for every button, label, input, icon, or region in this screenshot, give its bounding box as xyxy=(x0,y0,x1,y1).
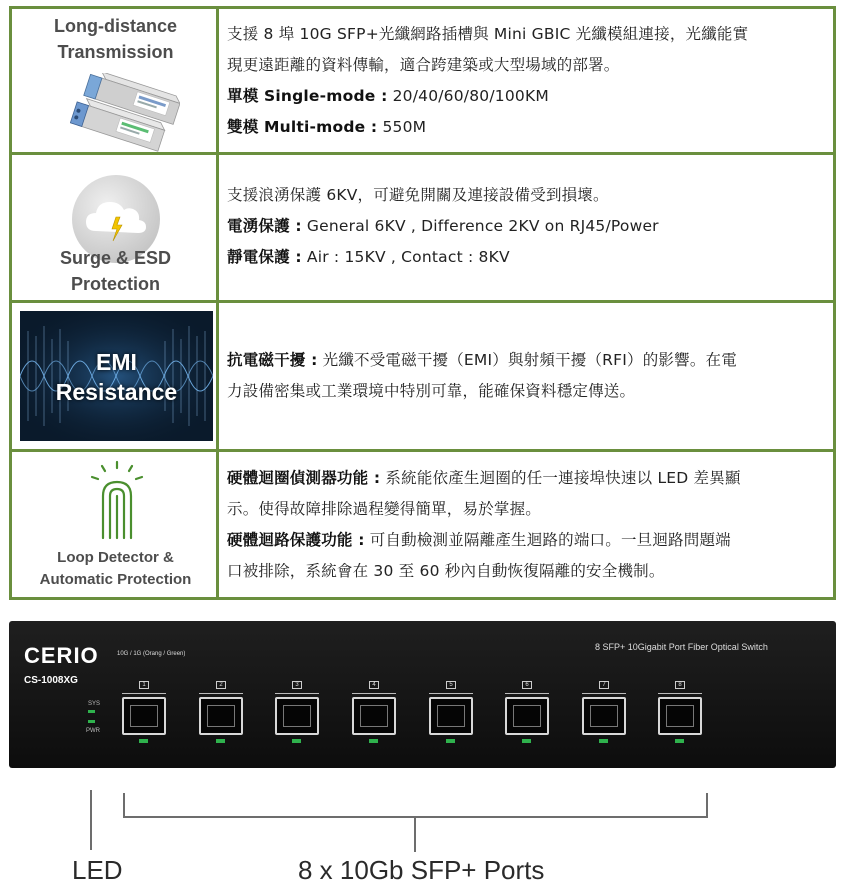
port-activity-leds xyxy=(582,693,626,696)
sys-led xyxy=(88,710,95,713)
port-led xyxy=(292,739,301,743)
led-callout-label: LED xyxy=(72,855,123,885)
feature-row-loop-detector xyxy=(12,452,833,597)
port-activity-leds xyxy=(352,693,396,696)
sfp-cage[interactable] xyxy=(505,697,549,735)
description-line: 現更遠距離的資料傳輸，適合跨建築或大型場域的部署。 xyxy=(227,55,620,74)
description-line: 雙模 Multi-mode : 550M xyxy=(227,117,427,136)
feature-table xyxy=(9,6,836,600)
ports-bracket-left xyxy=(123,793,125,818)
port-led xyxy=(446,739,455,743)
sfp-cage[interactable] xyxy=(122,697,166,735)
sfp-port-3[interactable] xyxy=(273,681,321,743)
sfp-port-4[interactable] xyxy=(350,681,398,743)
sfp-port-1[interactable] xyxy=(120,681,168,743)
pwr-label: PWR xyxy=(86,728,100,734)
feature-row-emi xyxy=(12,303,833,449)
sfp-cage[interactable] xyxy=(429,697,473,735)
feature-title: Loop Detector & Automatic Protection xyxy=(39,549,192,588)
description-line: 口被排除，系統會在 30 至 60 秒內自動恢復隔離的安全機制。 xyxy=(227,561,665,580)
description-line: 力設備密集或工業環境中特別可靠，能確保資料穩定傳送。 xyxy=(227,382,636,400)
model-number: CS-1008XG xyxy=(24,675,78,686)
sfp-cage[interactable] xyxy=(582,697,626,735)
feature-row-surge-esd xyxy=(12,155,833,300)
description-line: 電湧保護 : General 6KV , Difference 2KV on RJ45/Power xyxy=(227,217,659,235)
feature-icon-cell xyxy=(12,155,219,300)
port-led xyxy=(369,739,378,743)
description-line: 抗電磁干擾 : 光纖不受電磁干擾（EMI）與射頻干擾（RFI）的影響。在電 xyxy=(227,351,737,369)
description-line: 示。使得故障排除過程變得簡單，易於掌握。 xyxy=(227,499,542,518)
port-led xyxy=(522,739,531,743)
switch-front-panel xyxy=(9,621,836,768)
port-activity-leds xyxy=(658,693,702,696)
ports-callout-line xyxy=(414,816,416,852)
port-led xyxy=(599,739,608,743)
feature-title: Surge & ESD Protection xyxy=(59,248,172,294)
led-callout-line xyxy=(90,790,92,850)
port-number: 6 xyxy=(522,681,532,689)
feature-icon-cell xyxy=(12,303,219,449)
product-name: 8 SFP+ 10Gigabit Port Fiber Optical Switch xyxy=(595,642,768,652)
pwr-led xyxy=(88,720,95,723)
sfp-port-6[interactable] xyxy=(503,681,551,743)
feature-description xyxy=(219,303,833,449)
port-activity-leds xyxy=(275,693,319,696)
feature-description xyxy=(219,155,833,300)
description-line: 單模 Single-mode : 20/40/60/80/100KM xyxy=(227,86,549,105)
sfp-cage[interactable] xyxy=(275,697,319,735)
speed-legend: 10G / 1G (Orang / Green) xyxy=(117,651,186,657)
feature-description xyxy=(219,452,833,597)
sfp-cage[interactable] xyxy=(658,697,702,735)
feature-icon-cell xyxy=(12,9,219,152)
port-number: 2 xyxy=(216,681,226,689)
feature-description xyxy=(219,9,833,152)
feature-icon-cell xyxy=(12,452,219,597)
sfp-cage[interactable] xyxy=(352,697,396,735)
emi-waveform-image xyxy=(20,311,213,441)
sfp-port-8[interactable] xyxy=(656,681,704,743)
ports-callout-label: 8 x 10Gb SFP+ Ports xyxy=(298,855,545,885)
port-activity-leds xyxy=(429,693,473,696)
port-number: 1 xyxy=(139,681,149,689)
port-number: 4 xyxy=(369,681,379,689)
port-led xyxy=(139,739,148,743)
port-number: 5 xyxy=(446,681,456,689)
port-number: 7 xyxy=(599,681,609,689)
port-activity-leds xyxy=(199,693,243,696)
ports-bracket-right xyxy=(706,793,708,818)
port-number: 8 xyxy=(675,681,685,689)
emi-title: EMI Resistance xyxy=(55,349,178,405)
port-number: 3 xyxy=(292,681,302,689)
port-led xyxy=(216,739,225,743)
feature-row-long-distance xyxy=(12,9,833,152)
sfp-module-icon xyxy=(70,73,180,155)
description-line: 硬體迴圈偵測器功能 : 系統能依產生迴圈的任一連接埠快速以 LED 差異顯 xyxy=(227,468,741,487)
description-line: 支援浪湧保護 6KV，可避免開關及連接設備受到損壞。 xyxy=(227,186,609,204)
sfp-cage[interactable] xyxy=(199,697,243,735)
feature-title: Long-distance Transmission xyxy=(53,16,177,62)
loop-detector-icon xyxy=(88,460,146,540)
port-activity-leds xyxy=(505,693,549,696)
port-led xyxy=(675,739,684,743)
description-line: 靜電保護 : Air : 15KV , Contact : 8KV xyxy=(227,248,510,266)
brand-logo: CERIO xyxy=(24,643,99,668)
port-activity-leds xyxy=(122,693,166,696)
description-line: 支援 8 埠 10G SFP+光纖網路插槽與 Mini GBIC 光纖模組連接，光纖能實 xyxy=(227,24,749,43)
sys-label: SYS xyxy=(88,701,101,707)
sfp-port-7[interactable] xyxy=(580,681,628,743)
description-line: 硬體迴路保護功能 : 可自動檢測並隔離產生迴路的端口。一旦迴路問題端 xyxy=(227,530,731,549)
sfp-port-2[interactable] xyxy=(197,681,245,743)
sfp-port-5[interactable] xyxy=(427,681,475,743)
